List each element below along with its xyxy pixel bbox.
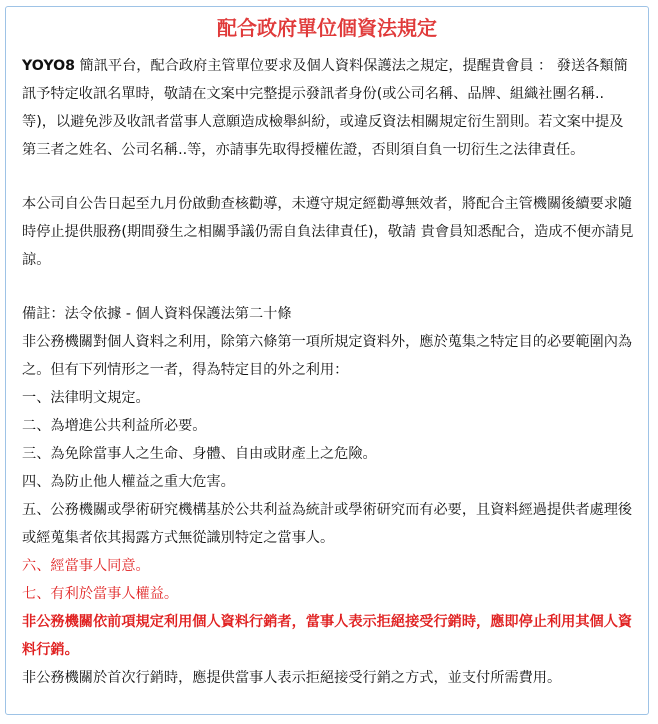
page-title: 配合政府單位個資法規定	[217, 16, 437, 40]
law-item-7	[22, 580, 636, 608]
spacer	[22, 274, 636, 300]
law-item-6-text: 經當事人同意。	[50, 558, 150, 574]
law-final: 非公務機關於首次行銷時，應提供當事人表示拒絕接受行銷之方式，並支付所需費用。	[22, 670, 562, 686]
intro-text: 簡訊平台，配合政府主管單位要求及個人資料保護法之規定，提醒貴會員 ： 發送各類簡訊予特定收訊名單時，敬請在文案中完整提示發訊者身份(或公司名稱、品牌、組織社團名稱..等)，以避免涉及收訊者當事人意願造成檢舉糾紛，或違反資法相關規定衍生罰則。若文案中提及第三者之姓名、公司名稱..等，亦請事先取得授權佐證，否則須自負一切衍生之法律責任。	[22, 58, 628, 158]
brand-name: YOYO8	[22, 58, 76, 74]
law-item-7-text: 有利於當事人權益。	[50, 586, 179, 602]
law-red-clause: 非公務機關依前項規定利用個人資料行銷者，當事人表示拒絕接受行銷時，應即停止利用其個人資料行銷。	[22, 614, 633, 658]
law-item-6	[22, 552, 636, 580]
intro-paragraph	[22, 52, 636, 164]
notice-content	[22, 52, 636, 692]
law-body: 非公務機關對個人資料之利用，除第六條第一項所規定資料外，應於蒐集之特定目的必要範圍內為之。但有下列情形之一者，得為特定目的外之利用：	[22, 334, 633, 378]
law-item-6-prefix: 六、	[22, 558, 51, 574]
spacer	[22, 164, 636, 190]
law-item-4: 四、為防止他人權益之重大危害。	[22, 474, 235, 490]
law-item-1: 一、法律明文規定。	[22, 390, 150, 406]
law-item-2: 二、為增進公共利益所必要。	[22, 418, 207, 434]
law-item-3: 三、為免除當事人之生命、身體、自由或財產上之危險。	[22, 446, 377, 462]
law-item-5: 五、公務機關或學術研究機構基於公共利益為統計或學術研究而有必要，且資料經過提供者處理後或經蒐集者依其揭露方式無從識別特定之當事人。	[22, 502, 633, 546]
law-item-7-prefix: 七、	[22, 586, 51, 602]
law-heading: 備註：法令依據 - 個人資料保護法第二十條	[22, 306, 292, 322]
notice-panel	[5, 6, 649, 715]
notice-paragraph: 本公司自公告日起至九月份啟動查核勸導，未遵守規定經勸導無效者，將配合主管機關後續要求隨時停止提供服務(期間發生之相關爭議仍需自負法律責任)，敬請 貴會員知悉配合，造成不便亦請見諒。	[22, 196, 634, 268]
